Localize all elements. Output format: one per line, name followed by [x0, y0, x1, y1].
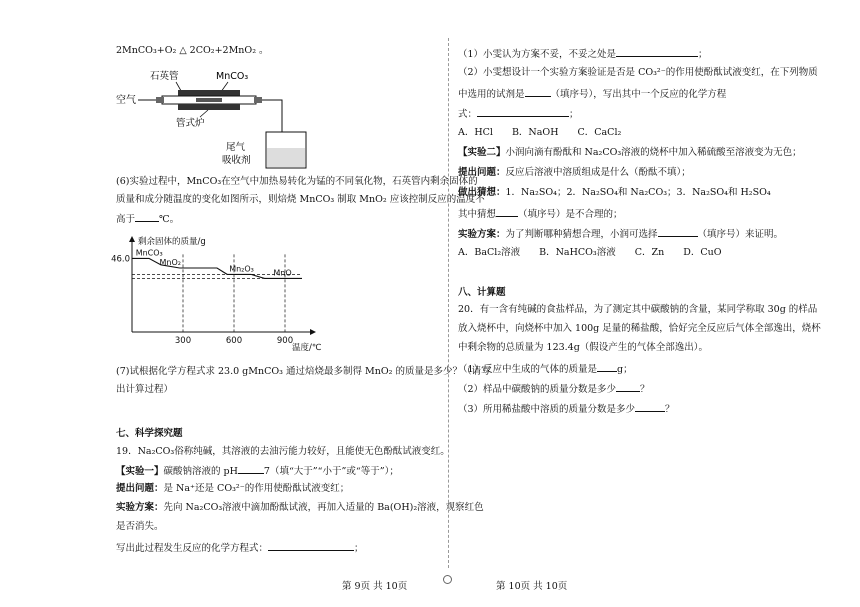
q20-sub3	[458, 401, 675, 416]
guess-line2	[458, 206, 623, 221]
exp1-text-b: 7（填“大于”“小于”或“等于”）；	[263, 466, 399, 477]
guess-text-a: 其中猜想	[458, 209, 497, 220]
x-tick-label-1: 600	[225, 336, 243, 346]
r1-answer-blank[interactable]	[616, 46, 698, 57]
q20-sub3-text-b: ？	[665, 404, 675, 415]
binding-hole-icon	[443, 575, 452, 584]
write-equation-end: ；	[354, 543, 364, 554]
q20-sub2-text-a: （2）样品中碳酸钠的质量分数是多少	[458, 384, 617, 395]
q19-line: 19．Na₂CO₃俗称纯碱，其溶液的去油污能力较好，且能使无色酚酞试液变红。	[116, 446, 450, 457]
y-axis-arrow-icon	[129, 236, 135, 242]
r1-text-b: ；	[698, 49, 708, 60]
gas-mass-blank[interactable]	[597, 361, 617, 372]
footer-page-right: 第 10页 共 10页	[496, 581, 568, 592]
phase-label-3: MnO	[273, 268, 292, 278]
ask2-text: 反应后溶液中溶质组成是什么（酚酞不填）；	[505, 167, 691, 178]
y-tick-label: 46.0	[111, 254, 130, 265]
ask-label: 提出问题：	[116, 483, 164, 494]
ask2-line	[458, 166, 691, 179]
absorber-label-2: 吸收剂	[222, 155, 251, 166]
q20-line3: 中剩余物的总质量为 123.4g（假设产生的气体全部逸出）。	[458, 342, 709, 353]
write-equation-line	[116, 540, 364, 555]
phase-label-1: MnO₂	[159, 258, 181, 267]
stopper-left	[156, 97, 164, 103]
write-equation-text: 写出此过程发生反应的化学方程式：	[116, 543, 269, 554]
absorber-liquid	[267, 148, 305, 167]
guess-line	[458, 186, 771, 199]
phase-label-2: Mn₂O₃	[229, 264, 254, 274]
q6-line3	[116, 211, 179, 226]
plan-label: 实验方案：	[116, 502, 164, 513]
q20-line1: 20．有一含有纯碱的食盐样品，为了测定其中碳酸钠的含量，某同学称取 30g 的样品	[458, 304, 818, 315]
r1-line	[458, 46, 708, 61]
exp1-label: 【实验一】	[116, 466, 164, 477]
x-axis-arrow-icon	[310, 329, 316, 335]
plan-line2: 是否消失。	[116, 521, 164, 532]
section-8-heading: 八、计算题	[458, 287, 506, 298]
plan2-text-a: 为了判断哪种猜想合理，小润可选择	[505, 229, 658, 240]
furnace-pointer	[200, 110, 208, 117]
q20-sub1-text-a: （1）反应中生成的气体的质量是	[458, 364, 598, 375]
exp2-label: 【实验二】	[458, 147, 506, 158]
absorber-label-1: 尾气	[226, 142, 246, 153]
q6-line2: 质量和成分随温度的变化如图所示，则焙烧 MnCO₃ 制取 MnO₂ 应该控制反应的温度不	[116, 194, 485, 205]
q20-sub1	[458, 361, 633, 376]
equation-line: 2MnCO₃+O₂ △ 2CO₂+2MnO₂ 。	[116, 45, 269, 56]
ask2-label: 提出问题：	[458, 167, 506, 178]
mass-temperature-chart	[111, 234, 322, 354]
r2-text-d: ；	[569, 109, 579, 120]
sample-powder	[196, 98, 222, 102]
plan2-label: 实验方案：	[458, 229, 506, 240]
exp2-text: 小润向滴有酚酞和 Na₂CO₃溶液的烧杯中加入稀硫酸至溶液变为无色；	[505, 147, 802, 158]
q7-line2: 出计算过程）	[116, 384, 174, 395]
plan2-line	[458, 226, 783, 241]
furnace-bottom	[178, 104, 240, 110]
q20-sub2	[458, 381, 650, 396]
plan2-text-b: （填序号）来证明。	[697, 229, 784, 240]
reagent-answer-blank[interactable]	[525, 86, 551, 97]
plan2-answer-blank[interactable]	[658, 226, 698, 237]
y-axis-label: 剩余固体的质量/g	[138, 237, 206, 247]
plan-line1	[116, 501, 484, 514]
q7-line1: (7)试根据化学方程式求 23.0 gMnCO₃ 通过焙烧最多制得 MnO₂ 的质量是多少？（请写	[116, 366, 491, 377]
phase-label-0: MnCO₃	[135, 248, 163, 258]
furnace-top	[178, 90, 240, 96]
r2-line3	[458, 106, 579, 121]
column-divider	[448, 38, 449, 568]
equation-answer-blank[interactable]	[268, 540, 354, 551]
ask-line	[116, 482, 349, 495]
r1-text-a: （1）小雯认为方案不妥，不妥之处是	[458, 49, 617, 60]
plan-text-1: 先向 Na₂CO₃溶液中滴加酚酞试液，再加入适量的 Ba(OH)₂溶液，观察红色	[163, 502, 484, 513]
acid-fraction-blank[interactable]	[635, 401, 665, 412]
r2-text-c: 式：	[458, 109, 478, 120]
r2-options: A．HCl B．NaOH C．CaCl₂	[458, 127, 622, 138]
ask-text: 是 Na⁺还是 CO₃²⁻的作用使酚酞试液变红；	[163, 483, 350, 494]
x-tick-label-0: 300	[174, 336, 192, 346]
r2-line2	[458, 86, 726, 101]
q6-text-a: 高于	[116, 214, 136, 225]
section-7-heading: 七、科学探究题	[116, 428, 183, 439]
q20-sub3-text-a: （3）所用稀盐酸中溶质的质量分数是多少	[458, 404, 636, 415]
stopper-right	[254, 97, 262, 103]
exp1-text-a: 碳酸钠溶液的 pH	[163, 466, 238, 477]
apparatus-diagram	[116, 68, 316, 168]
footer-page-left: 第 9页 共 10页	[342, 581, 408, 592]
guess-text: 1．Na₂SO₄；2．Na₂SO₄和 Na₂CO₃；3．Na₂SO₄和 H₂SO₄	[505, 187, 771, 198]
r2-line1: （2）小雯想设计一个实验方案验证是否是 CO₃²⁻的作用使酚酞试液变红，在下列物质	[458, 67, 818, 78]
x-tick-label-2: 900	[276, 336, 294, 346]
guess-label: 做出猜想：	[458, 187, 506, 198]
q20-sub2-text-b: ？	[640, 384, 650, 395]
sample-label: MnCO₃	[216, 71, 249, 82]
mass-fraction-blank[interactable]	[616, 381, 640, 392]
q20-line2: 放入烧杯中，向烧杯中加入 100g 足量的稀盐酸，恰好完全反应后气体全部逸出，烧杯	[458, 323, 821, 334]
q6-text-b: ℃。	[159, 214, 180, 225]
r2-text-a: 中选用的试剂是	[458, 89, 525, 100]
guess-answer-blank[interactable]	[496, 206, 518, 217]
r2-text-b: （填序号），写出其中一个反应的化学方程	[550, 89, 727, 100]
plan2-options: A．BaCl₂溶液 B．NaHCO₃溶液 C．Zn D．CuO	[458, 247, 722, 258]
exp1-line	[116, 463, 399, 478]
air-label: 空气	[116, 95, 136, 106]
q6-answer-blank[interactable]	[135, 211, 159, 222]
q6-line1: (6)实验过程中，MnCO₃在空气中加热易转化为锰的不同氧化物，石英管内剩余固体的	[116, 176, 478, 187]
q20-sub1-text-b: g；	[617, 364, 633, 375]
exp2-line	[458, 146, 802, 159]
x-axis-label: 温度/℃	[292, 343, 322, 353]
tube-label: 石英管	[150, 71, 179, 82]
guess-text-b: （填序号）是不合理的；	[518, 209, 623, 220]
ph-answer-blank[interactable]	[238, 463, 264, 474]
r2-equation-blank[interactable]	[477, 106, 569, 117]
furnace-label: 管式炉	[176, 118, 205, 129]
